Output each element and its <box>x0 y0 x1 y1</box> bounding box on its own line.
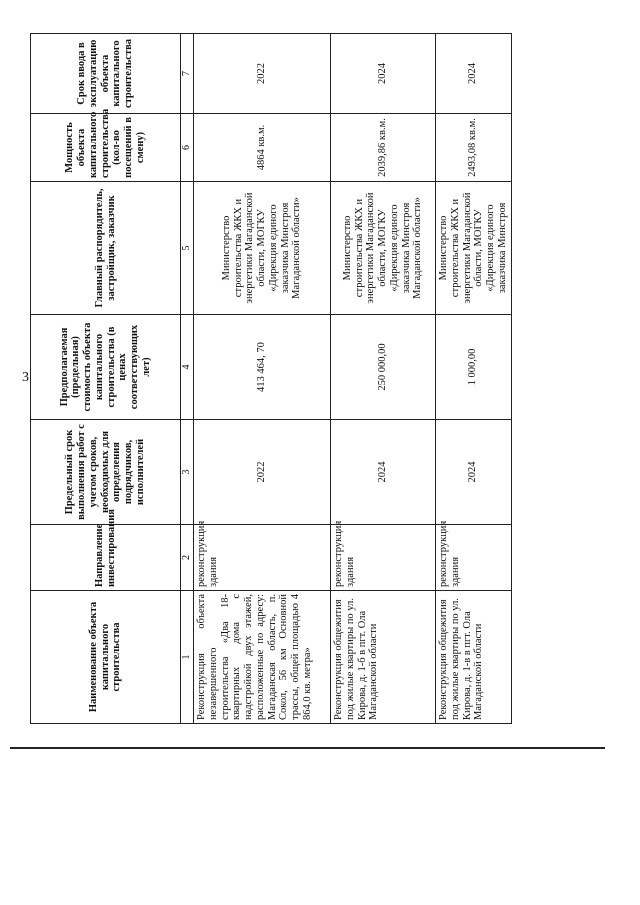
cell-deadline: 2024 <box>436 420 512 525</box>
header-customer: Главный распорядитель, застройщик, заказчик <box>31 182 181 315</box>
column-number: 2 <box>181 525 194 591</box>
cell-object-name: Реконструкция общежития под жилые квартиры по ул. Кирова, д. 1-в в пгт. Ола Магаданской области <box>436 591 512 724</box>
column-number-row <box>181 34 194 724</box>
cell-object-name: Реконструкция объекта незавершенного строительства «Два 18-квартирных дома с надстройкой двух этажей, расположенные по адресу: Магаданская область, п. Сокол, 56 км Основной трассы, общей площадью 4 864,0 кв. метра» <box>194 591 331 724</box>
cell-capacity: 2493,08 кв.м. <box>436 114 512 182</box>
bottom-rule <box>10 747 605 749</box>
table-row <box>331 34 436 724</box>
column-number: 3 <box>181 420 194 525</box>
cell-cost: 1 000,00 <box>436 315 512 420</box>
column-number: 4 <box>181 315 194 420</box>
column-number: 5 <box>181 182 194 315</box>
cell-deadline: 2022 <box>194 420 331 525</box>
table-row <box>436 34 512 724</box>
page-number: 3 <box>22 370 29 385</box>
column-number: 7 <box>181 34 194 114</box>
header-cost: Предполагаемая (предельная) стоимость объекта капитального строительства (в ценах соответствующих лет) <box>31 315 181 420</box>
cell-customer: Министерство строительства ЖКХ и энергетики Магаданской области, МОГКУ «Дирекция единого заказчика Минстроя <box>436 182 512 315</box>
table-row <box>194 34 331 724</box>
cell-cost: 413 464, 70 <box>194 315 331 420</box>
header-capacity: Мощность объекта капитального строительства (кол-во посещений в смену) <box>31 114 181 182</box>
cell-capacity: 2039,86 кв.м. <box>331 114 436 182</box>
cell-cost: 250 000,00 <box>331 315 436 420</box>
header-object-name: Наименование объекта капитального строительства <box>31 591 181 724</box>
cell-direction: реконструкция здания <box>331 525 436 591</box>
cell-commissioning: 2024 <box>331 34 436 114</box>
cell-deadline: 2024 <box>331 420 436 525</box>
cell-customer: Министерство строительства ЖКХ и энергетики Магаданской области, МОГКУ «Дирекция единого заказчика Минстроя Магаданской области» <box>194 182 331 315</box>
table-header-row <box>31 34 181 724</box>
cell-direction: реконструкция здания <box>436 525 512 591</box>
cell-commissioning: 2024 <box>436 34 512 114</box>
cell-direction: реконструкция здания <box>194 525 331 591</box>
cell-commissioning: 2022 <box>194 34 331 114</box>
column-number: 6 <box>181 114 194 182</box>
header-deadline: Предельный срок выполнения работ с учетом сроков, необходимых для определения подрядчиков, исполнителей <box>31 420 181 525</box>
rotated-table-container <box>30 34 508 724</box>
cell-capacity: 4864 кв.м. <box>194 114 331 182</box>
header-investment-direction: Направление инвестирования <box>31 525 181 591</box>
header-commissioning: Срок ввода в эксплуатацию объекта капитального строительства <box>31 34 181 114</box>
column-number: 1 <box>181 591 194 724</box>
cell-customer: Министерство строительства ЖКХ и энергетики Магаданской области, МОГКУ «Дирекция единого заказчика Минстроя Магаданской области» <box>331 182 436 315</box>
cell-object-name: Реконструкция общежития под жилые квартиры по ул. Кирова, д. 1-б в пгт. Ола Магаданской области <box>331 591 436 724</box>
capital-construction-table <box>30 33 512 724</box>
